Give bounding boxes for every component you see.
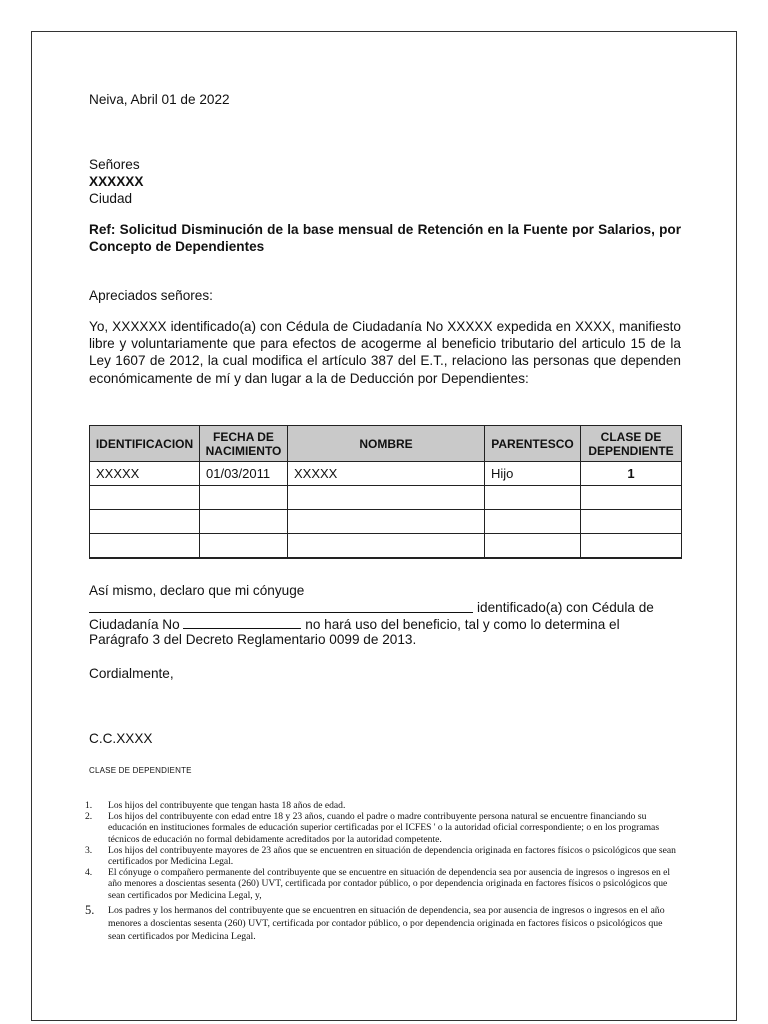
table-row (90, 486, 682, 510)
cell-parentesco: Hijo (485, 462, 581, 486)
closing: Cordialmente, (89, 666, 174, 681)
list-item: 1. Los hijos del contribuyente que tengan hasta 18 años de edad. (85, 800, 346, 811)
cell-clase (581, 486, 682, 510)
header-nombre: NOMBRE (288, 426, 485, 462)
cell-clase: 1 (581, 462, 682, 486)
header-parentesco: PARENTESCO (485, 426, 581, 462)
cell-parentesco (485, 486, 581, 510)
cell-fecha: 01/03/2011 (200, 462, 288, 486)
table-row (90, 510, 682, 534)
header-clase-dependiente: CLASE DE DEPENDIENTE (581, 426, 682, 462)
spouse-line-1: Así mismo, declaro que mi cónyuge (89, 583, 305, 598)
spouse-id-label: identificado(a) con Cédula de (477, 600, 654, 615)
dependents-table (89, 425, 682, 559)
header-fecha-nacimiento: FECHA DE NACIMIENTO (200, 426, 288, 462)
spouse-line-4: Parágrafo 3 del Decreto Reglamentario 0099 de 2013. (89, 632, 417, 647)
cell-identificacion (90, 510, 200, 534)
spouse-cc-blank (183, 616, 301, 629)
table-row (90, 462, 682, 486)
dependents-table-wrap (89, 425, 682, 559)
notes-list (85, 800, 681, 943)
list-item: 3. Los hijos del contribuyente mayores de 23 años que se encuentren en situación de dependencia originada en factores físicos o psicológicos que sean certificados por Medicina Legal. (85, 844, 676, 868)
cell-clase (581, 510, 682, 534)
signature-id: C.C.XXXX (89, 731, 153, 746)
cell-nombre: XXXXX (288, 462, 485, 486)
cell-identificacion (90, 534, 200, 558)
list-item: 4. El cónyuge o compañero permanente del contribuyente que se encuentre en situación de dependencia sea por ausencia de ingresos o ingresos en el año menores a doscientas sesenta (260) UVT, certificada por contador público, o por dependencia originada en factores físicos o psicológicos que sean certificados por Medicina Legal, y, (85, 867, 671, 901)
cell-identificacion (90, 486, 200, 510)
recipient-name: XXXXXX (89, 174, 144, 189)
cell-parentesco (485, 510, 581, 534)
notes-title: CLASE DE DEPENDIENTE (89, 766, 192, 775)
header-identificacion: IDENTIFICACION (90, 426, 200, 462)
cell-fecha (200, 486, 288, 510)
spouse-name-blank (89, 600, 473, 613)
reference-line: Ref: Solicitud Disminución de la base mensual de Retención en la Fuente por Salarios, por Concepto de Dependientes (89, 222, 681, 254)
table-row (90, 534, 682, 558)
cell-nombre (288, 534, 485, 558)
cell-nombre (288, 486, 485, 510)
spouse-cc-label: Ciudadanía No (89, 617, 180, 632)
recipient-city: Ciudad (89, 191, 133, 206)
city-date: Neiva, Abril 01 de 2022 (89, 92, 230, 107)
body-paragraph: Yo, XXXXXX identificado(a) con Cédula de Ciudadanía No XXXXX expedida en XXXX, manifiesto libre y voluntariamente que para efectos de acogerme al beneficio tributario del articulo 15 de la Ley 1607 de 2012, la cual modifica el artículo 387 del E.T., relaciono las personas que dependen económicamente de mí y dan lugar a la de Deducción por Dependientes: (89, 319, 681, 386)
spouse-benefit-text: no hará uso del beneficio, tal y como lo determina el (305, 617, 620, 632)
cell-fecha (200, 510, 288, 534)
cell-nombre (288, 510, 485, 534)
cell-fecha (200, 534, 288, 558)
list-item: 2. Los hijos del contribuyente con edad entre 18 y 23 años, cuando el padre o madre contribuyente persona natural se encuentre financiando su educación en instituciones formales de educación superior certificadas por el ICFES ' o la autoridad oficial correspondiente; o en los programas técnicos de educación no formal debidamente acreditados por la autoridad competente. (85, 811, 660, 845)
cell-identificacion: XXXXX (90, 462, 200, 486)
greeting: Apreciados señores: (89, 288, 213, 303)
cell-parentesco (485, 534, 581, 558)
recipient-salutation: Señores (89, 157, 140, 172)
table-header-row (90, 426, 682, 462)
cell-clase (581, 534, 682, 558)
list-item: 5. Los padres y los hermanos del contribuyente que se encuentren en situación de dependencia, sea por ausencia de ingresos o ingresos en el año menores a doscientas sesenta (260) UVT, certificada por contador público, o por dependencia originada en factores físicos o psicológicos que sean certificados por Medicina Legal. (85, 902, 665, 943)
